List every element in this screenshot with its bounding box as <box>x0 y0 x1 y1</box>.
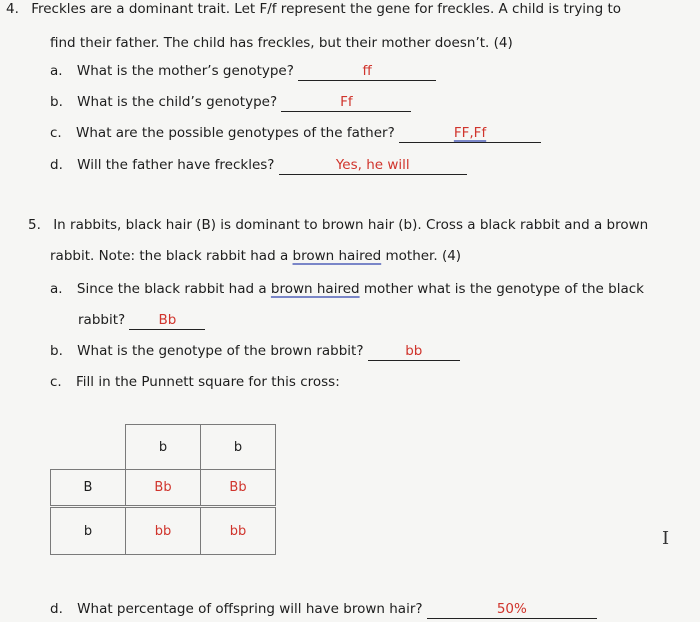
q5-line1 <box>28 216 648 234</box>
q4a-question: What is the mother’s genotype? <box>76 63 294 79</box>
q4a-label: a. <box>50 63 63 79</box>
q5c <box>50 373 340 391</box>
q5-text-line1: In rabbits, black hair (B) is dominant to brown hair (b). Cross a black rabbit and a brown <box>53 217 649 233</box>
punnett-corner <box>51 425 126 470</box>
q4d-question: Will the father have freckles? <box>77 157 275 173</box>
q5-text-line2-link: brown haired <box>292 248 382 264</box>
q5c-question: Fill in the Punnett square for this cross: <box>76 374 340 390</box>
q5b-question: What is the genotype of the brown rabbit? <box>77 343 364 359</box>
q5d-label: d. <box>50 601 63 617</box>
q4-number: 4. <box>6 1 19 17</box>
punnett-square <box>50 424 276 555</box>
q5-line2 <box>50 247 461 265</box>
q4-line1 <box>6 0 621 18</box>
text-cursor-icon: I <box>662 528 670 549</box>
q5a-line2-text: rabbit? <box>78 312 126 328</box>
q4d-label: d. <box>50 157 63 173</box>
q4-text-line1: Freckles are a dominant trait. Let F/f represent the gene for freckles. A child is trying to <box>31 1 622 17</box>
q4-text-line2: find their father. The child has freckles, but their mother doesn’t. (4) <box>50 35 513 51</box>
q5a-line1-pre: Since the black rabbit had a <box>76 281 271 297</box>
q5-text-line2-pre: rabbit. Note: the black rabbit had a <box>50 248 293 264</box>
q5c-label: c. <box>50 374 62 390</box>
q4b-answer: Ff <box>340 94 353 110</box>
q4c-answer: FF,Ff <box>453 125 487 141</box>
punnett-cell: Bb <box>126 470 201 507</box>
punnett-header-cell: b <box>126 425 201 470</box>
q4d <box>50 156 467 175</box>
q5b <box>50 342 460 361</box>
q4b-label: b. <box>50 94 63 110</box>
q4b-question: What is the child’s genotype? <box>77 94 278 110</box>
q4b <box>50 93 411 112</box>
q5b-answer: bb <box>405 343 423 359</box>
q4a-answer: ff <box>362 63 372 79</box>
q4c-question: What are the possible genotypes of the father? <box>76 125 395 141</box>
punnett-cell: bb <box>126 507 201 555</box>
q5d-answer: 50% <box>496 601 527 617</box>
q4c <box>50 124 541 143</box>
q4a <box>50 62 436 81</box>
q5a-line1-post: mother what is the genotype of the black <box>359 281 644 297</box>
q5a-answer: Bb <box>158 312 177 328</box>
q5-text-line2-post: mother. (4) <box>381 248 462 264</box>
punnett-header-cell: b <box>201 425 276 470</box>
punnett-row-label: b <box>51 507 126 555</box>
punnett-row <box>51 470 276 507</box>
punnett-header-row <box>51 425 276 470</box>
q5b-label: b. <box>50 343 63 359</box>
q5-number: 5. <box>28 217 41 233</box>
punnett-cell: bb <box>201 507 276 555</box>
punnett-row-label: B <box>51 470 126 507</box>
q4c-label: c. <box>50 125 62 141</box>
q5a-label: a. <box>50 281 63 297</box>
q5d <box>50 600 597 619</box>
q5a-line2 <box>78 311 205 330</box>
q5a-line1 <box>50 280 644 298</box>
punnett-cell: Bb <box>201 470 276 507</box>
punnett-row <box>51 507 276 555</box>
q4d-answer: Yes, he will <box>335 157 410 173</box>
q5a-line1-link: brown haired <box>270 281 360 297</box>
q5d-question: What percentage of offspring will have brown hair? <box>77 601 423 617</box>
